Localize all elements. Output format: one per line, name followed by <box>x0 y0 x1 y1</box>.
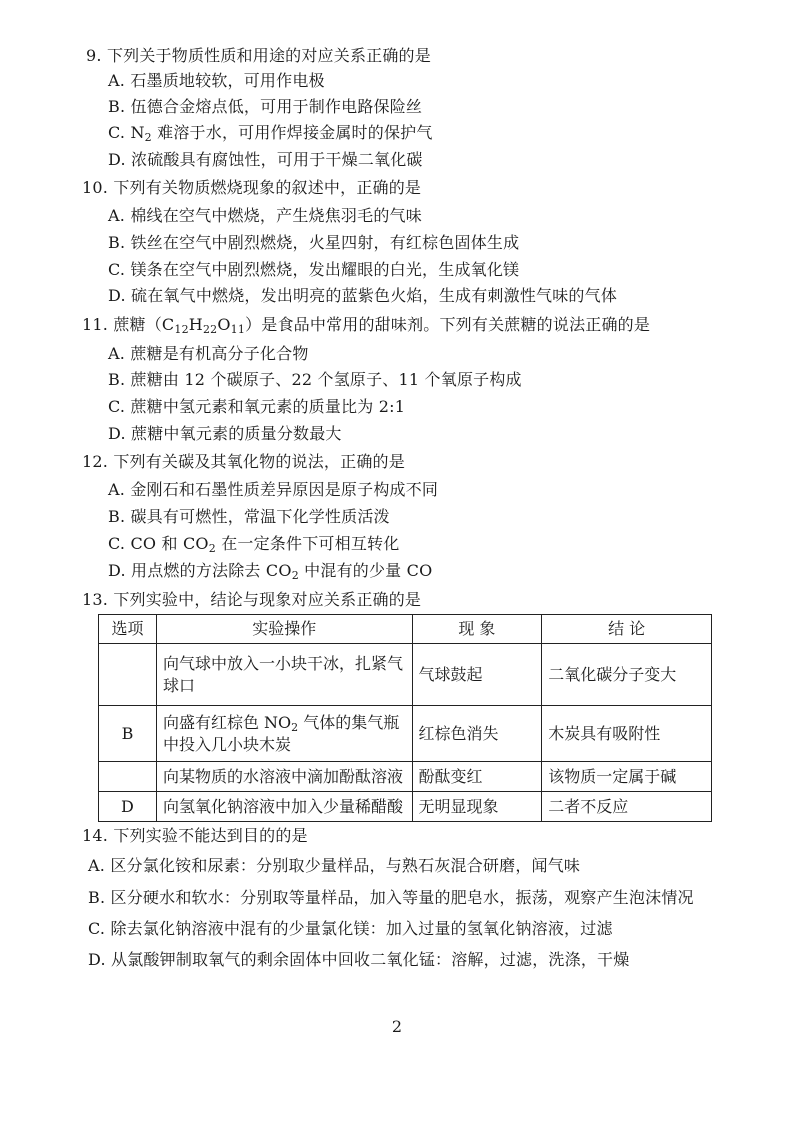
q10-option-b: B. 铁丝在空气中剧烈燃烧，火星四射，有红棕色固体生成 <box>108 233 520 252</box>
question-12-stem: 12. 下列有关碳及其氧化物的说法，正确的是 <box>82 452 405 471</box>
q11-option-c: C. 蔗糖中氢元素和氧元素的质量比为 2:1 <box>108 397 406 416</box>
q14-option-d: D. 从氯酸钾制取氧气的剩余固体中回收二氧化锰：溶解，过滤，洗涤，干燥 <box>88 950 630 969</box>
header-operation: 实验操作 <box>156 615 412 644</box>
row-operation: 向气球中放入一小块干冰，扎紧气球口 <box>156 644 412 706</box>
experiment-table <box>98 614 712 822</box>
q14-option-c: C. 除去氯化钠溶液中混有的少量氯化镁：加入过量的氢氧化钠溶液，过滤 <box>88 919 613 938</box>
row-conclusion: 木炭具有吸附性 <box>542 706 712 762</box>
row-option <box>99 762 157 792</box>
page-number: 2 <box>391 1017 403 1036</box>
row-phenomenon: 无明显现象 <box>412 792 542 822</box>
table-row <box>99 644 712 706</box>
q12-option-d: D. 用点燃的方法除去 $CO_2$ 中混有的少量 CO <box>108 561 433 582</box>
table-row <box>99 762 712 792</box>
q9-option-c: C. $N_2$ 难溶于水，可用作焊接金属时的保护气 <box>108 123 433 144</box>
header-phenomenon: 现 象 <box>412 615 542 644</box>
row-conclusion: 二者不反应 <box>542 792 712 822</box>
q11-option-d: D. 蔗糖中氧元素的质量分数最大 <box>108 424 342 443</box>
q12-option-b: B. 碳具有可燃性，常温下化学性质活泼 <box>108 507 390 526</box>
question-14-stem: 14. 下列实验不能达到目的的是 <box>82 826 308 845</box>
row-conclusion: 二氧化碳分子变大 <box>542 644 712 706</box>
question-10-stem: 10. 下列有关物质燃烧现象的叙述中，正确的是 <box>82 178 422 197</box>
row-phenomenon: 酚酞变红 <box>412 762 542 792</box>
row-option <box>99 644 157 706</box>
row-conclusion: 该物质一定属于碱 <box>542 762 712 792</box>
row-operation: 向氢氧化钠溶液中加入少量稀醋酸 <box>156 792 412 822</box>
row-option: D <box>99 792 157 822</box>
q10-option-a: A. 棉线在空气中燃烧，产生烧焦羽毛的气味 <box>108 206 422 225</box>
row-option: B <box>99 706 157 762</box>
q12-option-c: C. CO 和 $CO_2$ 在一定条件下可相互转化 <box>108 534 400 555</box>
q12-option-a: A. 金刚石和石墨性质差异原因是原子构成不同 <box>108 480 439 499</box>
header-option: 选项 <box>99 615 157 644</box>
q14-option-b: B. 区分硬水和软水：分别取等量样品，加入等量的肥皂水，振荡，观察产生泡沫情况 <box>88 888 694 907</box>
q10-option-d: D. 硫在氧气中燃烧，发出明亮的蓝紫色火焰，生成有刺激性气味的气体 <box>108 286 618 305</box>
row-operation: 向盛有红棕色 $NO_2$ 气体的集气瓶中投入几小块木炭 <box>156 706 412 762</box>
q9-option-a: A. 石墨质地较软，可用作电极 <box>108 71 325 90</box>
q14-option-a: A. 区分氯化铵和尿素：分别取少量样品，与熟石灰混合研磨，闻气味 <box>88 856 581 875</box>
table-row <box>99 792 712 822</box>
row-operation: 向某物质的水溶液中滴加酚酞溶液 <box>156 762 412 792</box>
table-header-row <box>99 615 712 644</box>
q9-option-b: B. 伍德合金熔点低，可用于制作电路保险丝 <box>108 97 423 116</box>
q10-option-c: C. 镁条在空气中剧烈燃烧，发出耀眼的白光，生成氧化镁 <box>108 260 520 279</box>
q11-option-a: A. 蔗糖是有机高分子化合物 <box>108 344 309 363</box>
row-phenomenon: 红棕色消失 <box>412 706 542 762</box>
question-13-stem: 13. 下列实验中，结论与现象对应关系正确的是 <box>82 590 422 609</box>
table-row <box>99 706 712 762</box>
question-9-stem: 9. 下列关于物质性质和用途的对应关系正确的是 <box>86 46 431 65</box>
q11-option-b: B. 蔗糖由 12 个碳原子、22 个氢原子、11 个氧原子构成 <box>108 370 522 389</box>
row-phenomenon: 气球鼓起 <box>412 644 542 706</box>
header-conclusion: 结 论 <box>542 615 712 644</box>
q9-option-d: D. 浓硫酸具有腐蚀性，可用于干燥二氧化碳 <box>108 150 423 169</box>
question-11-stem: 11. 蔗糖$(C_{12}H_{22}O_{11})$是食品中常用的甜味剂。下列有关蔗糖的说法正确的是 <box>82 315 651 336</box>
